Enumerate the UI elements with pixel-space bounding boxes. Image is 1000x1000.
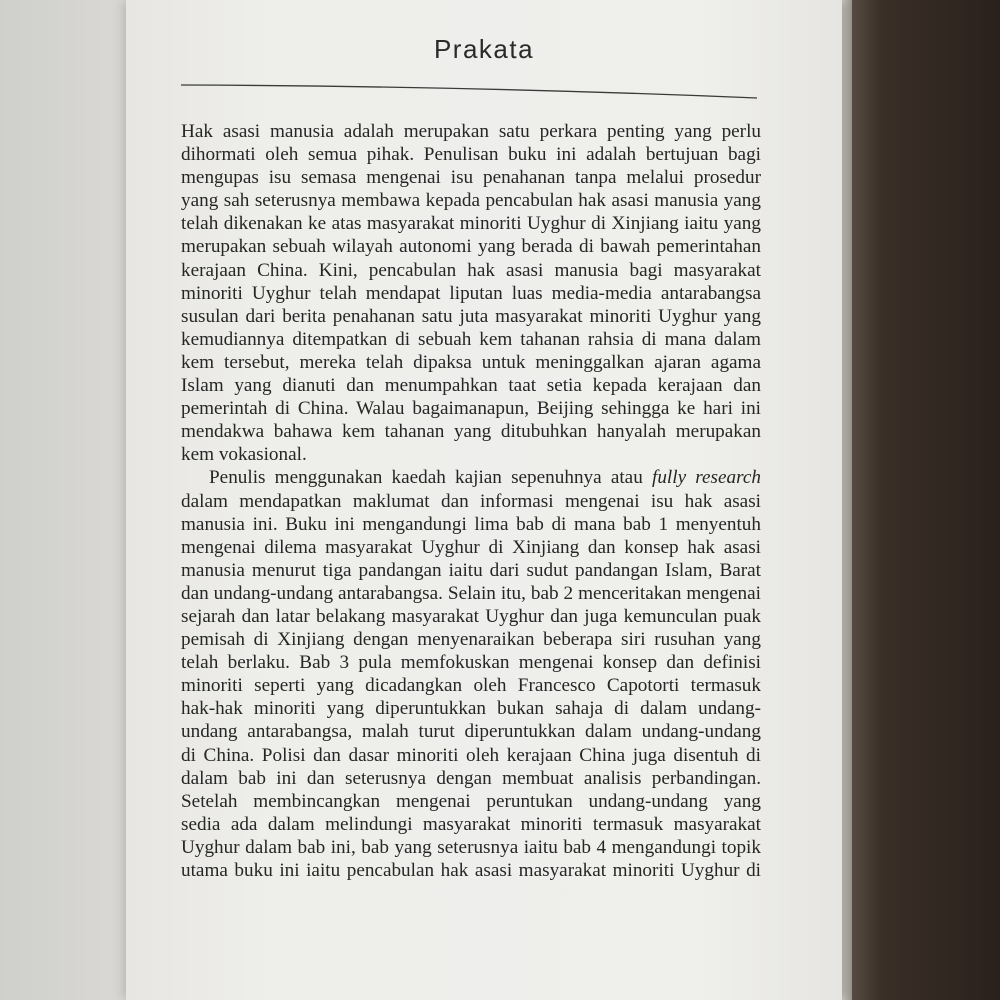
text-line: utama buku ini iaitu pencabulan hak asasi masyarakat minoriti Uyghur di (181, 860, 761, 881)
text-line: pemisah di Xinjiang dengan menyenaraikan beberapa siri rusuhan yang (181, 629, 761, 651)
text-line: sedia ada dalam melindungi masyarakat minoriti termasuk masyarakat (181, 813, 761, 835)
italic-term: fully research (651, 467, 761, 489)
text-line: dalam bab ini dan seterusnya dengan membuat analisis perbandingan. (181, 767, 761, 789)
text-line: manusia menurut tiga pandangan iaitu dari sudut pandangan Islam, Barat (181, 559, 761, 581)
body-text (181, 120, 761, 882)
text-line: susulan dari berita penahanan satu juta masyarakat minoriti Uyghur yang (181, 305, 761, 327)
text-line: sejarah dan latar belakang masyarakat Uyghur dan juga kemunculan puak (181, 605, 761, 627)
paragraph-2 (181, 466, 761, 882)
book-page (126, 0, 842, 1000)
text-line: Hak asasi manusia adalah merupakan satu perkara penting yang perlu (181, 121, 761, 142)
text-line: mengenai dilema masyarakat Uyghur di Xinjiang dan konsep hak asasi (181, 536, 761, 558)
text-run: Penulis menggunakan kaedah kajian sepenuhnya atau (209, 467, 652, 489)
text-line: telah dikenakan ke atas masyarakat minoriti Uyghur di Xinjiang iaitu yang (181, 213, 761, 235)
text-line: kem tersebut, mereka telah dipaksa untuk meninggalkan ajaran agama (181, 351, 761, 373)
page-title: Prakata (433, 34, 535, 64)
text-line: dihormati oleh semua pihak. Penulisan buku ini adalah bertujuan bagi (181, 144, 761, 166)
text-line-first (181, 466, 761, 489)
text-line: manusia ini. Buku ini mengandungi lima bab di mana bab 1 menyentuh (181, 513, 761, 535)
text-line: kerajaan China. Kini, pencabulan hak asasi manusia bagi masyarakat (181, 259, 761, 281)
background-shadow (830, 0, 1000, 1000)
text-line: Uyghur dalam bab ini, bab yang seterusnya iaitu bab 4 mengandungi topik (181, 836, 761, 858)
text-line: Islam yang dianuti dan menumpahkan taat setia kepada kerajaan dan (181, 375, 761, 397)
text-line: di China. Polisi dan dasar minoriti oleh kerajaan China juga disentuh di (181, 744, 761, 766)
text-line: dalam mendapatkan maklumat dan informasi mengenai isu hak asasi (181, 490, 761, 512)
text-line: undang antarabangsa, malah turut diperuntukkan dalam undang-undang (181, 721, 761, 743)
text-line: dan undang-undang antarabangsa. Selain itu, bab 2 menceritakan mengenai (181, 582, 761, 604)
text-line: telah berlaku. Bab 3 pula memfokuskan mengenai konsep dan definisi (181, 652, 761, 674)
text-line: yang sah seterusnya membawa kepada pencabulan hak asasi manusia yang (181, 190, 761, 212)
text-line: hak-hak minoriti yang diperuntukkan bukan sahaja di dalam undang- (181, 698, 761, 720)
title-underline (181, 84, 757, 102)
text-line: mengupas isu semasa mengenai isu penahanan tanpa melalui prosedur (181, 167, 761, 189)
text-line: minoriti Uyghur telah mendapat liputan luas media-media antarabangsa (181, 282, 761, 304)
text-line: pemerintah di China. Walau bagaimanapun, Beijing sehingga ke hari ini (181, 398, 761, 420)
text-line: mendakwa bahawa kem tahanan yang ditubuhkan hanyalah merupakan (181, 421, 761, 443)
page-edge (842, 0, 852, 1000)
text-line: kemudiannya ditempatkan di sebuah kem tahanan rahsia di mana dalam (181, 328, 761, 350)
text-line: Setelah membincangkan mengenai peruntukan undang-undang yang (181, 790, 761, 812)
text-line: merupakan sebuah wilayah autonomi yang berada di bawah pemerintahan (181, 236, 761, 258)
text-line: kem vokasional. (181, 444, 307, 466)
paragraph-1 (181, 120, 761, 466)
text-line: minoriti seperti yang dicadangkan oleh Francesco Capotorti termasuk (181, 675, 761, 697)
